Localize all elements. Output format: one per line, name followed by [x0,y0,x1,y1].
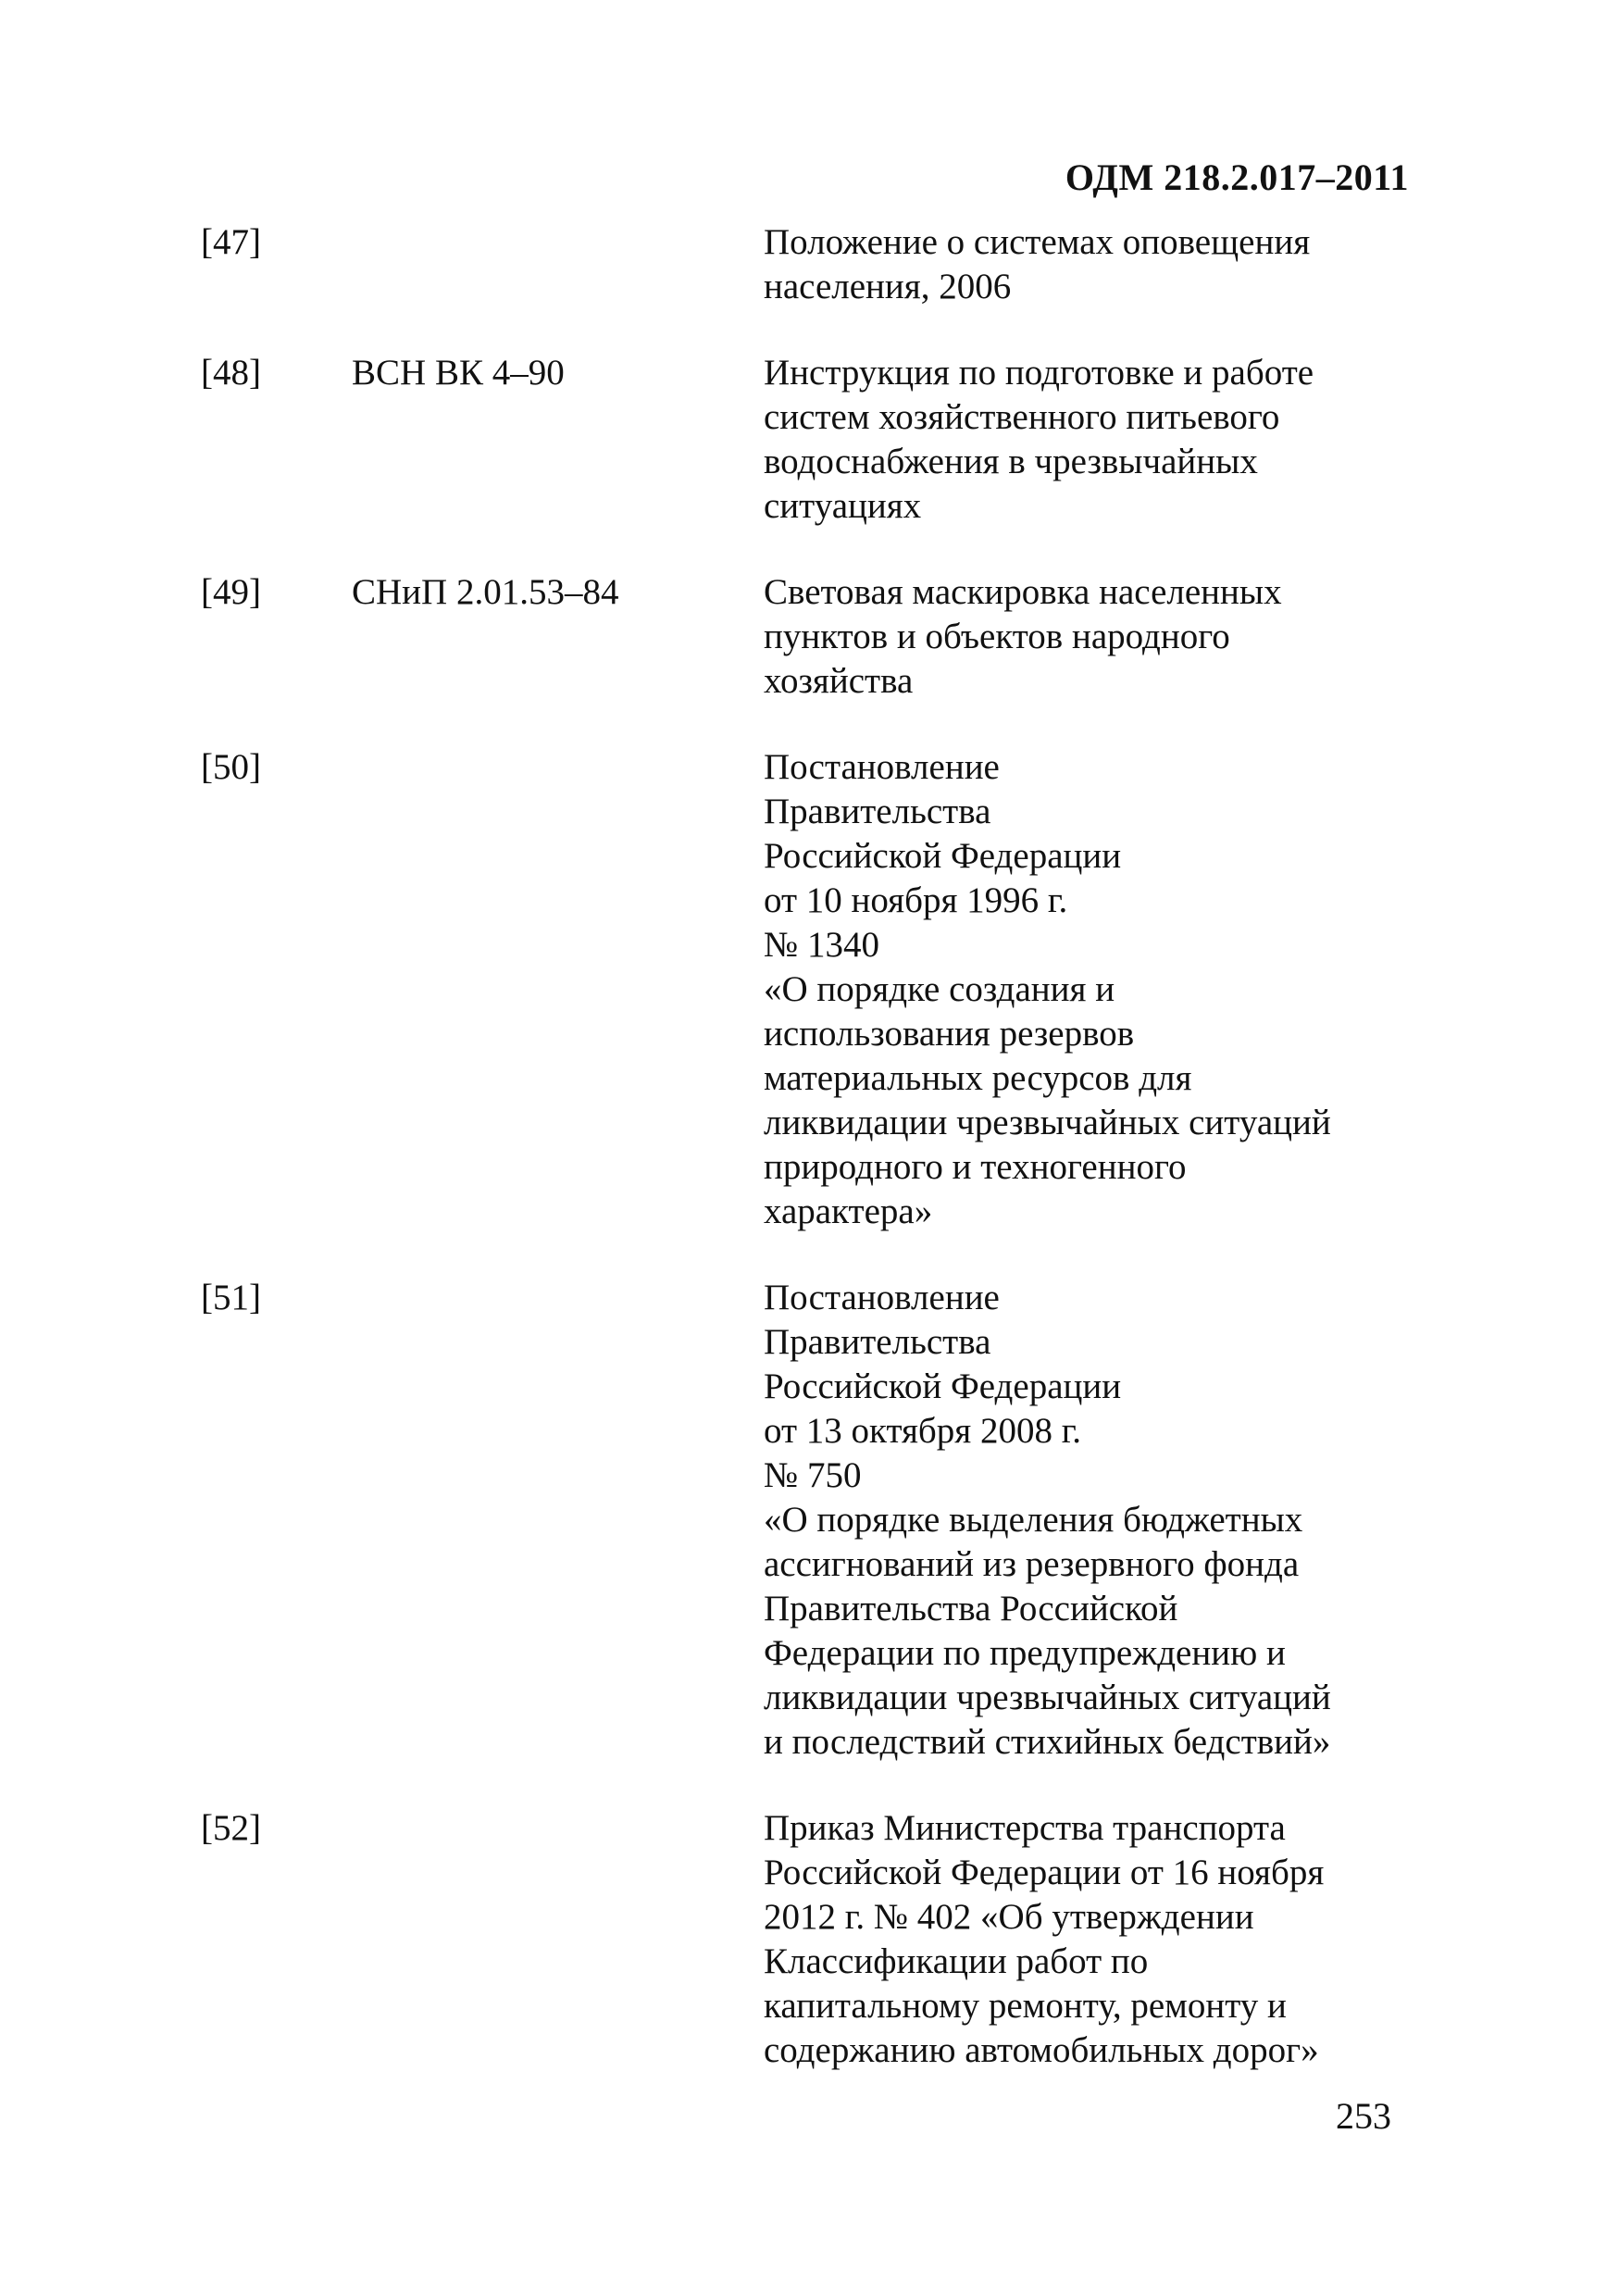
reference-title-line: ассигнований из резервного фонда [764,1544,1300,1584]
reference-title-line: Постановление [764,1278,1000,1317]
reference-title-line: 2012 г. № 402 «Об утверждении [764,1897,1254,1937]
reference-title-line: № 1340 [764,925,879,965]
reference-title-line: характера» [764,1192,933,1231]
reference-title-line: Постановление [764,747,1000,787]
reference-title-line: Правительства [764,792,991,831]
reference-entry [0,1806,1619,2073]
page-number: 253 [1336,2095,1391,2137]
reference-title-line: Классификации работ по [764,1941,1149,1981]
reference-title-line: содержанию автомобильных дорог» [764,2030,1319,2070]
reference-title-line: материальных ресурсов для [764,1058,1192,1098]
reference-title-line: «О порядке выделения бюджетных [764,1500,1303,1540]
reference-number: [52] [201,1808,261,1848]
reference-title-line: водоснабжения в чрезвычайных [764,442,1258,481]
reference-title-line: Инструкция по подготовке и работе [764,353,1314,393]
reference-title-line: «О порядке создания и [764,969,1115,1009]
reference-title-line: хозяйства [764,661,914,701]
reference-title [764,570,1412,704]
reference-entry [0,1276,1619,1765]
reference-number: [47] [201,222,261,262]
reference-title-line: от 10 ноября 1996 г. [764,880,1068,920]
reference-entry [0,570,1619,704]
reference-title-line: и последствий стихийных бедствий» [764,1722,1331,1762]
reference-number: [48] [201,353,261,393]
reference-title-line: пунктов и объектов народного [764,617,1230,656]
reference-code: СНиП 2.01.53–84 [352,572,619,612]
reference-title-line: Российской Федерации [764,1366,1122,1406]
reference-number: [51] [201,1278,261,1317]
reference-list [0,220,1619,2073]
reference-title [764,1276,1412,1765]
reference-title-line: от 13 октября 2008 г. [764,1411,1082,1451]
reference-entry [0,220,1619,309]
reference-title-line: использования резервов [764,1014,1135,1054]
reference-code: ВСН ВК 4–90 [352,353,565,393]
reference-number: [50] [201,747,261,787]
reference-entry [0,745,1619,1234]
reference-title-line: Правительства [764,1322,991,1362]
reference-title-line: капитальному ремонту, ремонту и [764,1986,1287,2026]
reference-title [764,351,1412,529]
reference-title-line: систем хозяйственного питьевого [764,397,1280,437]
reference-title-line: Световая маскировка населенных [764,572,1282,612]
reference-title-line: ликвидации чрезвычайных ситуаций [764,1103,1331,1142]
reference-title-line: Российской Федерации [764,836,1122,876]
reference-title-line: Российской Федерации от 16 ноября [764,1853,1325,1892]
reference-title-line: № 750 [764,1455,862,1495]
reference-title-line: населения, 2006 [764,267,1012,306]
reference-title-line: ситуациях [764,486,922,526]
reference-title-line: Положение о системах оповещения [764,222,1311,262]
reference-number: [49] [201,572,261,612]
reference-title [764,745,1412,1234]
document-id-header: ОДМ 218.2.017–2011 [1065,156,1409,198]
reference-title-line: Приказ Министерства транспорта [764,1808,1286,1848]
reference-title-line: природного и техногенного [764,1147,1187,1187]
reference-title [764,1806,1412,2073]
reference-title-line: ликвидации чрезвычайных ситуаций [764,1678,1331,1717]
reference-entry [0,351,1619,529]
reference-title-line: Федерации по предупреждению и [764,1633,1286,1673]
reference-title [764,220,1412,309]
reference-title-line: Правительства Российской [764,1589,1178,1628]
